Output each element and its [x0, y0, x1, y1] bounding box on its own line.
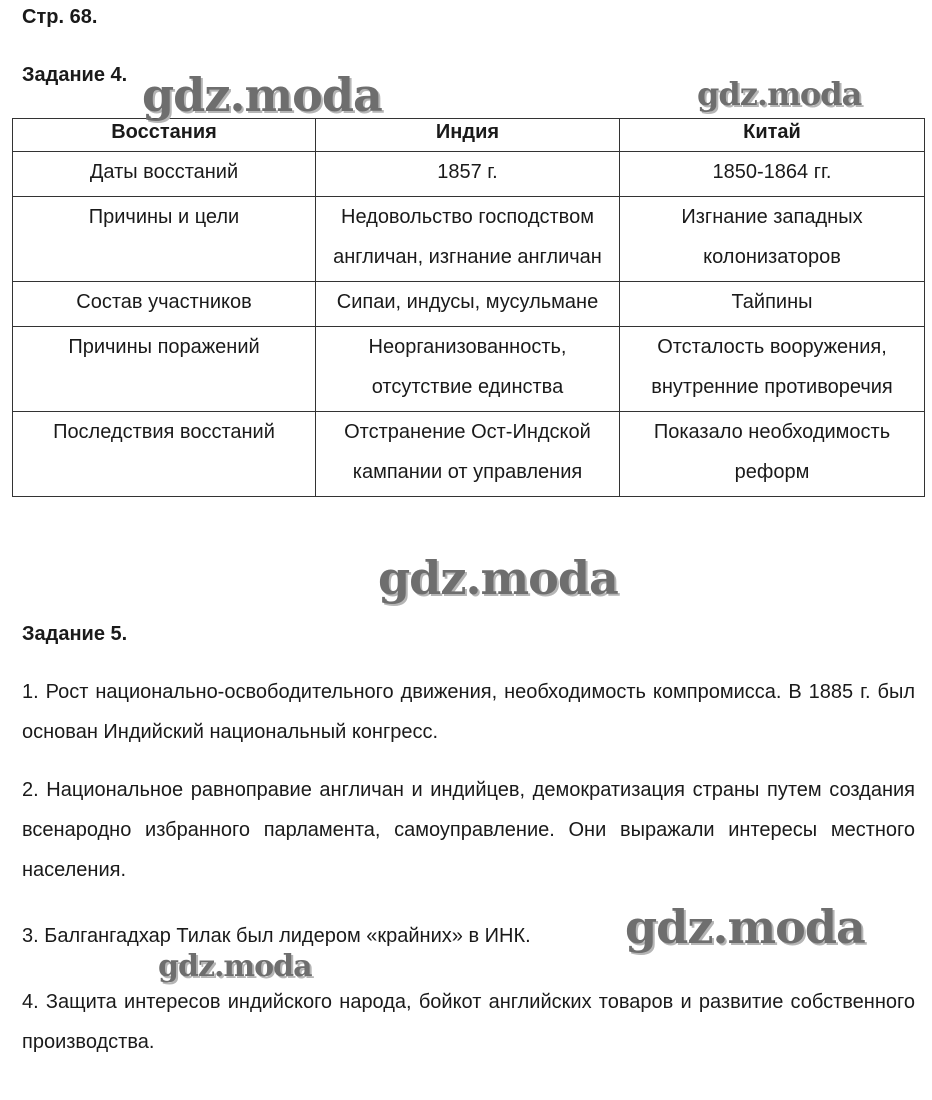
table-cell: Неорганизованность, отсутствие единства [315, 327, 619, 412]
table-cell: 1857 г. [315, 152, 619, 197]
uprisings-table [12, 118, 925, 497]
table-row [13, 282, 925, 327]
table-header-row [13, 119, 925, 152]
table-cell: Отсталость вооружения, внутренние противоречия [619, 327, 924, 412]
watermark-logo: gdz.moda [697, 75, 862, 113]
watermark-logo: gdz.moda [625, 900, 865, 954]
table-cell: Состав участников [13, 282, 316, 327]
watermark-logo: gdz.moda [142, 68, 382, 122]
table-cell: Причины и цели [13, 197, 316, 282]
table-row [13, 327, 925, 412]
answer-paragraph-2: 2. Национальное равноправие англичан и индийцев, демократизация страны путем создания всенародно избранного парламента, самоуправление. Они выражали интересы местного населения. [22, 779, 915, 881]
answer-paragraph-4: 4. Защита интересов индийского народа, бойкот английских товаров и развитие собственного производства. [22, 991, 915, 1053]
table-row [13, 197, 925, 282]
table-cell: Изгнание западных колонизаторов [619, 197, 924, 282]
answer-paragraph-1: 1. Рост национально-освободительного движения, необходимость компромисса. В 1885 г. был основан Индийский национальный конгресс. [22, 681, 915, 743]
table-cell: 1850-1864 гг. [619, 152, 924, 197]
table-row [13, 152, 925, 197]
table-cell: Недовольство господством англичан, изгнание англичан [315, 197, 619, 282]
table-cell: Показало необходимость реформ [619, 412, 924, 497]
watermark-logo: gdz.moda [158, 949, 312, 984]
table-row [13, 412, 925, 497]
watermark-logo: gdz.moda [378, 551, 618, 605]
task-5-title: Задание 5. [22, 623, 128, 645]
table-cell: Сипаи, индусы, мусульмане [315, 282, 619, 327]
table-cell: Последствия восстаний [13, 412, 316, 497]
table-cell: Даты восстаний [13, 152, 316, 197]
header-india: Индия [315, 119, 619, 152]
table-cell: Отстранение Ост-Индской кампании от управления [315, 412, 619, 497]
header-uprisings: Восстания [13, 119, 316, 152]
table-cell: Тайпины [619, 282, 924, 327]
task-4-title: Задание 4. [22, 64, 128, 86]
table-cell: Причины поражений [13, 327, 316, 412]
page-number: Стр. 68. [22, 6, 98, 28]
answer-paragraph-3: 3. Балгангадхар Тилак был лидером «крайних» в ИНК. [22, 925, 531, 947]
header-china: Китай [619, 119, 924, 152]
